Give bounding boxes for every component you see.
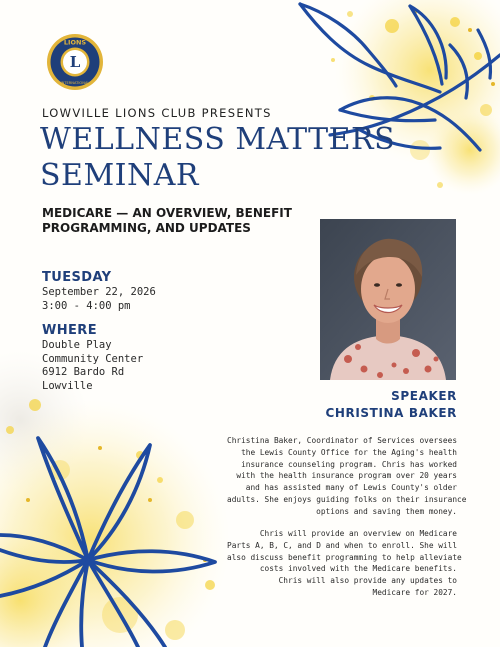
- overview-line: Medicare for 2027.: [372, 587, 457, 597]
- logo-letter: L: [69, 53, 81, 71]
- location-line: Lowville: [42, 379, 93, 392]
- event-time: 3:00 - 4:00 pm: [42, 299, 131, 312]
- session-overview: [227, 528, 462, 599]
- bio-line: adults. She enjoys guiding folks on their insurance: [227, 494, 467, 504]
- speaker-portrait-icon: [320, 219, 456, 380]
- logo-bottom-text: INTERNATIONAL: [60, 81, 90, 85]
- seminar-title: [40, 122, 395, 194]
- seminar-subtitle: [42, 206, 302, 236]
- bio-line: Christina Baker, Coordinator of Services oversees: [227, 436, 458, 445]
- location-line: Community Center: [42, 352, 144, 365]
- seminar-title-line: SEMINAR: [40, 158, 200, 193]
- lions-club-emblem-icon: [46, 33, 104, 91]
- bio-line: the Lewis County Office for the Aging's health: [241, 447, 457, 457]
- seminar-title-line: WELLNESS MATTERS: [40, 122, 396, 157]
- overview-line: also discuss benefit programming to help alleviate: [227, 552, 462, 562]
- overview-line: Chris will also provide any updates to: [278, 576, 457, 586]
- logo-top-text: LIONS: [63, 38, 87, 47]
- speaker-name: CHRISTINA BAKER: [325, 406, 457, 420]
- subtitle-line: MEDICARE — AN OVERVIEW, BENEFIT: [42, 206, 292, 220]
- overview-line: costs involved with the Medicare benefits.: [259, 564, 457, 574]
- event-location: [42, 339, 143, 393]
- location-line: Double Play: [42, 339, 112, 351]
- overview-line: Chris will provide an overview on Medicare: [259, 529, 457, 538]
- bio-line: with the health insurance program over 20 years: [236, 471, 457, 481]
- speaker-label: SPEAKER: [391, 389, 457, 403]
- day-label: TUESDAY: [42, 270, 112, 285]
- bio-line: options and saving them money.: [316, 506, 457, 516]
- where-label: WHERE: [42, 323, 97, 338]
- event-date: September 22, 2026: [42, 286, 156, 298]
- speaker-bio: [227, 435, 467, 518]
- event-datetime: [42, 286, 156, 313]
- location-line: 6912 Bardo Rd: [42, 366, 125, 378]
- subtitle-line: PROGRAMMING, AND UPDATES: [42, 221, 251, 235]
- bio-line: and has assisted many of Lewis County's older: [245, 483, 457, 493]
- overview-line: Parts A, B, C, and D and when to enroll. She will: [227, 540, 458, 550]
- bio-line: insurance counseling program. Chris has worked: [241, 459, 457, 469]
- presents-line: LOWVILLE LIONS CLUB PRESENTS: [42, 106, 272, 120]
